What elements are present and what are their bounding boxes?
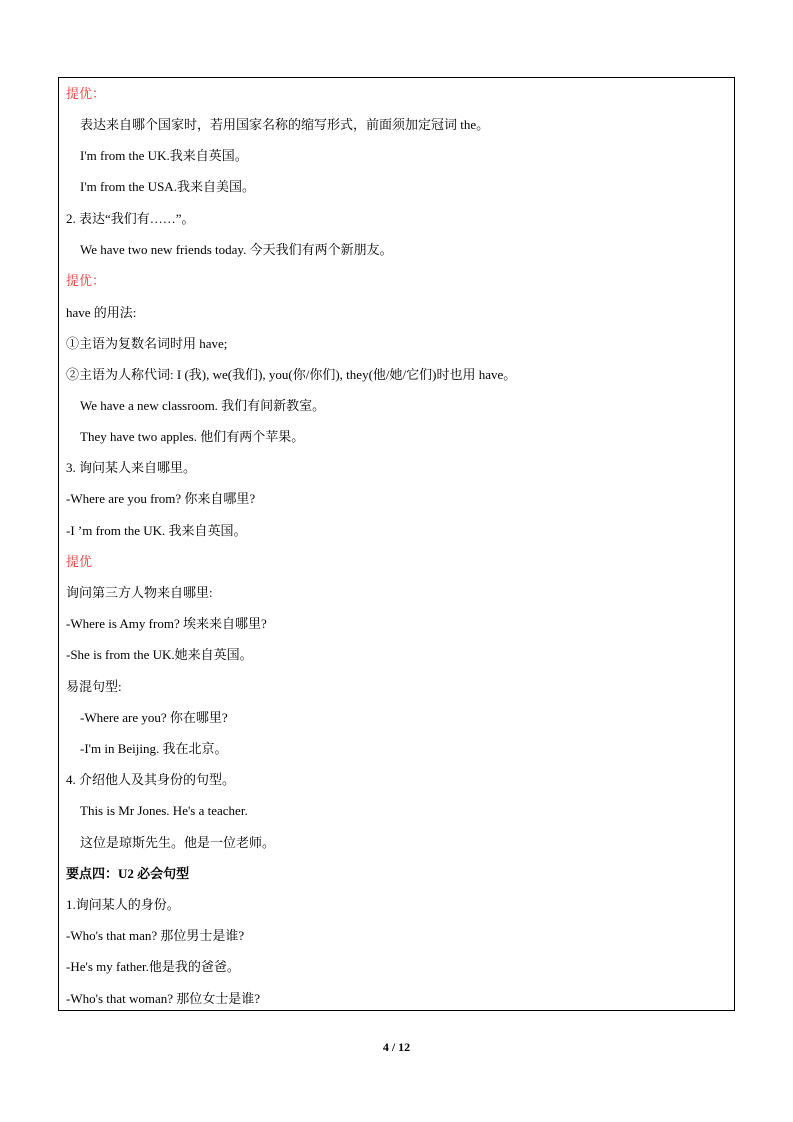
example-line: -I ’m from the UK. 我来自英国。 bbox=[66, 523, 247, 538]
example-line: This is Mr Jones. He's a teacher. bbox=[80, 803, 248, 818]
section-heading: 1.询问某人的身份。 bbox=[66, 897, 180, 912]
example-line: -I'm in Beijing. 我在北京。 bbox=[80, 741, 228, 756]
content-box bbox=[58, 77, 735, 1011]
example-line: -Who's that woman? 那位女士是谁? bbox=[66, 991, 261, 1006]
tip-heading: 提优： bbox=[66, 86, 106, 101]
example-line: -Where are you from? 你来自哪里? bbox=[66, 491, 256, 506]
page-number: 4 / 12 bbox=[382, 1040, 411, 1054]
section-heading: 3. 询问某人来自哪里。 bbox=[66, 460, 197, 475]
section-heading: 2. 表达“我们有……”。 bbox=[66, 211, 195, 226]
tip-heading: 提优 bbox=[66, 554, 93, 569]
text-line: 表达来自哪个国家时，若用国家名称的缩写形式，前面须加定冠词 the。 bbox=[80, 117, 490, 132]
example-line: I'm from the UK.我来自英国。 bbox=[80, 148, 248, 163]
text-line: ②主语为人称代词: I (我), we(我们), you(你/你们), they(他/她/它们)时也用 have。 bbox=[66, 367, 517, 382]
example-line: -She is from the UK.她来自英国。 bbox=[66, 647, 253, 662]
example-line: 这位是琼斯先生。他是一位老师。 bbox=[80, 835, 276, 850]
example-line: -He's my father.他是我的爸爸。 bbox=[66, 959, 240, 974]
example-line: -Where are you? 你在哪里? bbox=[80, 710, 228, 725]
section-heading: 4. 介绍他人及其身份的句型。 bbox=[66, 772, 236, 787]
text-line: have 的用法: bbox=[66, 305, 137, 320]
text-line: ①主语为复数名词时用 have; bbox=[66, 336, 228, 351]
text-line: 易混句型: bbox=[66, 679, 122, 694]
example-line: -Who's that man? 那位男士是谁? bbox=[66, 928, 245, 943]
example-line: I'm from the USA.我来自美国。 bbox=[80, 179, 255, 194]
example-line: We have a new classroom. 我们有间新教室。 bbox=[80, 398, 326, 413]
key-point-heading: 要点四：U2 必会句型 bbox=[66, 866, 190, 881]
tip-heading: 提优： bbox=[66, 273, 106, 288]
example-line: -Where is Amy from? 埃来来自哪里? bbox=[66, 616, 267, 631]
example-line: They have two apples. 他们有两个苹果。 bbox=[80, 429, 305, 444]
text-line: 询问第三方人物来自哪里: bbox=[66, 585, 213, 600]
example-line: We have two new friends today. 今天我们有两个新朋友。 bbox=[80, 242, 393, 257]
